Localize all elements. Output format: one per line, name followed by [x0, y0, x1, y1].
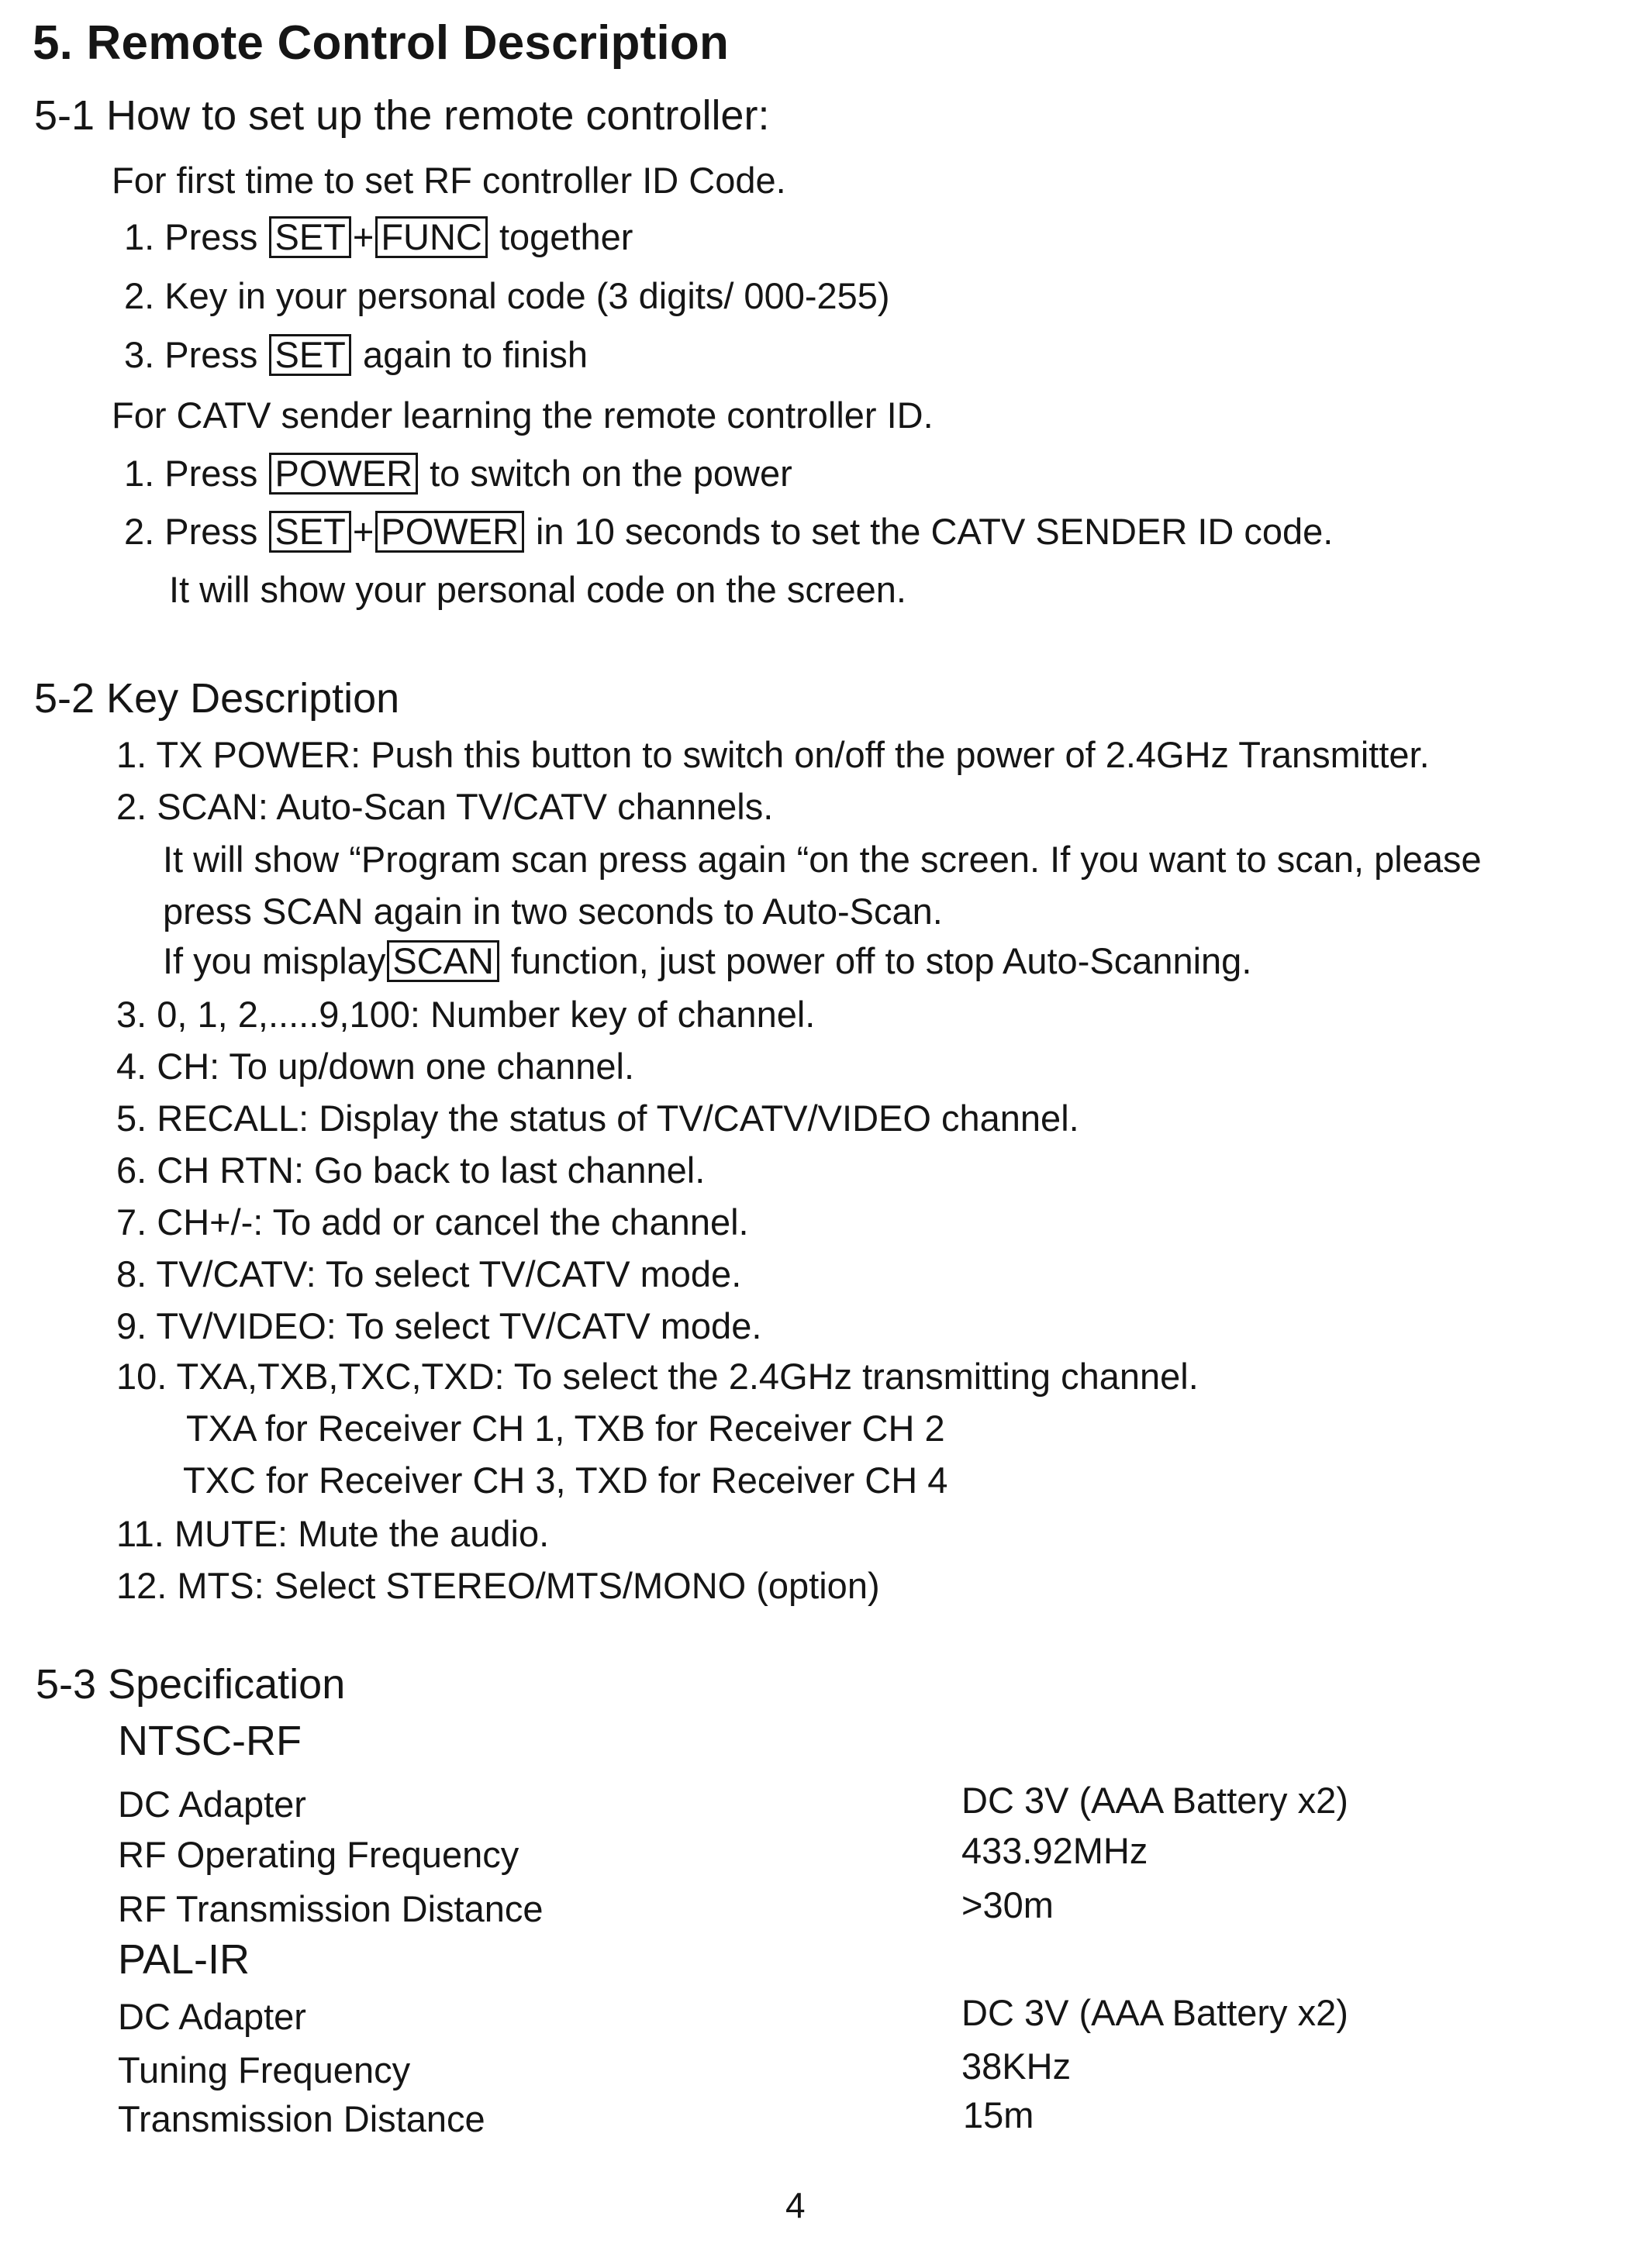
catv-step-1-suffix: to switch on the power	[430, 453, 792, 494]
spec-label: Transmission Distance	[118, 2098, 485, 2139]
catv-step-2-suffix: in 10 seconds to set the CATV SENDER ID code.	[535, 511, 1334, 552]
key-desc-12: 12. MTS: Select STEREO/MTS/MONO (option)	[116, 1565, 880, 1606]
spec-value: 38KHz	[961, 2046, 1072, 2087]
set-key: SET	[269, 216, 350, 258]
catv-step-1-prefix: 1. Press	[124, 453, 258, 494]
key-desc-11: 11. MUTE: Mute the audio.	[116, 1513, 550, 1554]
step-1-suffix: together	[499, 216, 633, 257]
catv-step-2-note: It will show your personal code on the screen.	[169, 569, 906, 610]
page-title: 5. Remote Control Description	[33, 16, 730, 70]
key-desc-10-note-1: TXA for Receiver CH 1, TXB for Receiver CH 2	[186, 1408, 945, 1449]
set-key: SET	[269, 334, 350, 376]
spec-value: DC 3V (AAA Battery x2)	[961, 1992, 1348, 2033]
key-desc-10-note-2: TXC for Receiver CH 3, TXD for Receiver CH 4	[183, 1460, 948, 1501]
setup-step-2: 2. Key in your personal code (3 digits/ 000-255)	[124, 275, 890, 316]
key-desc-1: 1. TX POWER: Push this button to switch on/off the power of 2.4GHz Transmitter.	[116, 734, 1430, 775]
spec-label: DC Adapter	[118, 1784, 306, 1825]
power-key: POWER	[375, 511, 524, 553]
catv-step-2-prefix: 2. Press	[124, 511, 258, 552]
spec-pal-title: PAL-IR	[118, 1936, 250, 1983]
catv-step-1	[124, 452, 792, 495]
key-desc-9: 9. TV/VIDEO: To select TV/CATV mode.	[116, 1305, 762, 1346]
spec-value: >30m	[961, 1884, 1054, 1925]
setup-intro-rf: For first time to set RF controller ID Code.	[112, 160, 786, 201]
plus-sign: +	[352, 216, 374, 257]
setup-step-1	[124, 215, 633, 258]
key-desc-7: 7. CH+/-: To add or cancel the channel.	[116, 1201, 749, 1243]
step-3-suffix: again to finish	[362, 334, 588, 375]
note-3-prefix: If you misplay	[163, 940, 386, 981]
spec-label: RF Transmission Distance	[118, 1888, 544, 1929]
note-3-suffix: function, just power off to stop Auto-Scanning.	[510, 940, 1252, 981]
section-keys-heading: 5-2 Key Description	[34, 675, 400, 722]
page-number: 4	[785, 2185, 806, 2225]
section-setup-heading: 5-1 How to set up the remote controller:	[34, 92, 770, 139]
scan-key: SCAN	[387, 940, 499, 982]
key-desc-2-note-1: It will show “Program scan press again “on the screen. If you want to scan, please	[163, 839, 1482, 880]
step-1-prefix: 1. Press	[124, 216, 258, 257]
spec-value: DC 3V (AAA Battery x2)	[961, 1780, 1348, 1821]
key-desc-10: 10. TXA,TXB,TXC,TXD: To select the 2.4GHz transmitting channel.	[116, 1356, 1199, 1397]
step-3-prefix: 3. Press	[124, 334, 258, 375]
spec-label: DC Adapter	[118, 1996, 306, 2037]
power-key: POWER	[269, 453, 418, 495]
plus-sign: +	[352, 511, 374, 552]
setup-intro-catv: For CATV sender learning the remote controller ID.	[112, 395, 934, 436]
key-desc-6: 6. CH RTN: Go back to last channel.	[116, 1150, 706, 1191]
func-key: FUNC	[375, 216, 488, 258]
key-desc-4: 4. CH: To up/down one channel.	[116, 1046, 635, 1087]
key-desc-8: 8. TV/CATV: To select TV/CATV mode.	[116, 1253, 742, 1294]
spec-value: 433.92MHz	[961, 1830, 1148, 1871]
set-key: SET	[269, 511, 350, 553]
key-desc-3: 3. 0, 1, 2,.....9,100: Number key of channel.	[116, 994, 816, 1035]
spec-value: 15m	[963, 2094, 1034, 2135]
spec-ntsc-title: NTSC-RF	[118, 1718, 302, 1764]
key-desc-2-note-2: press SCAN again in two seconds to Auto-Scan.	[163, 891, 943, 932]
key-desc-2: 2. SCAN: Auto-Scan TV/CATV channels.	[116, 786, 774, 827]
spec-label: Tuning Frequency	[118, 2049, 411, 2090]
key-desc-5: 5. RECALL: Display the status of TV/CATV/VIDEO channel.	[116, 1098, 1079, 1139]
setup-step-3	[124, 333, 588, 376]
key-desc-2-note-3	[163, 939, 1251, 982]
catv-step-2	[124, 510, 1333, 553]
section-spec-heading: 5-3 Specification	[36, 1661, 346, 1708]
spec-label: RF Operating Frequency	[118, 1834, 519, 1875]
